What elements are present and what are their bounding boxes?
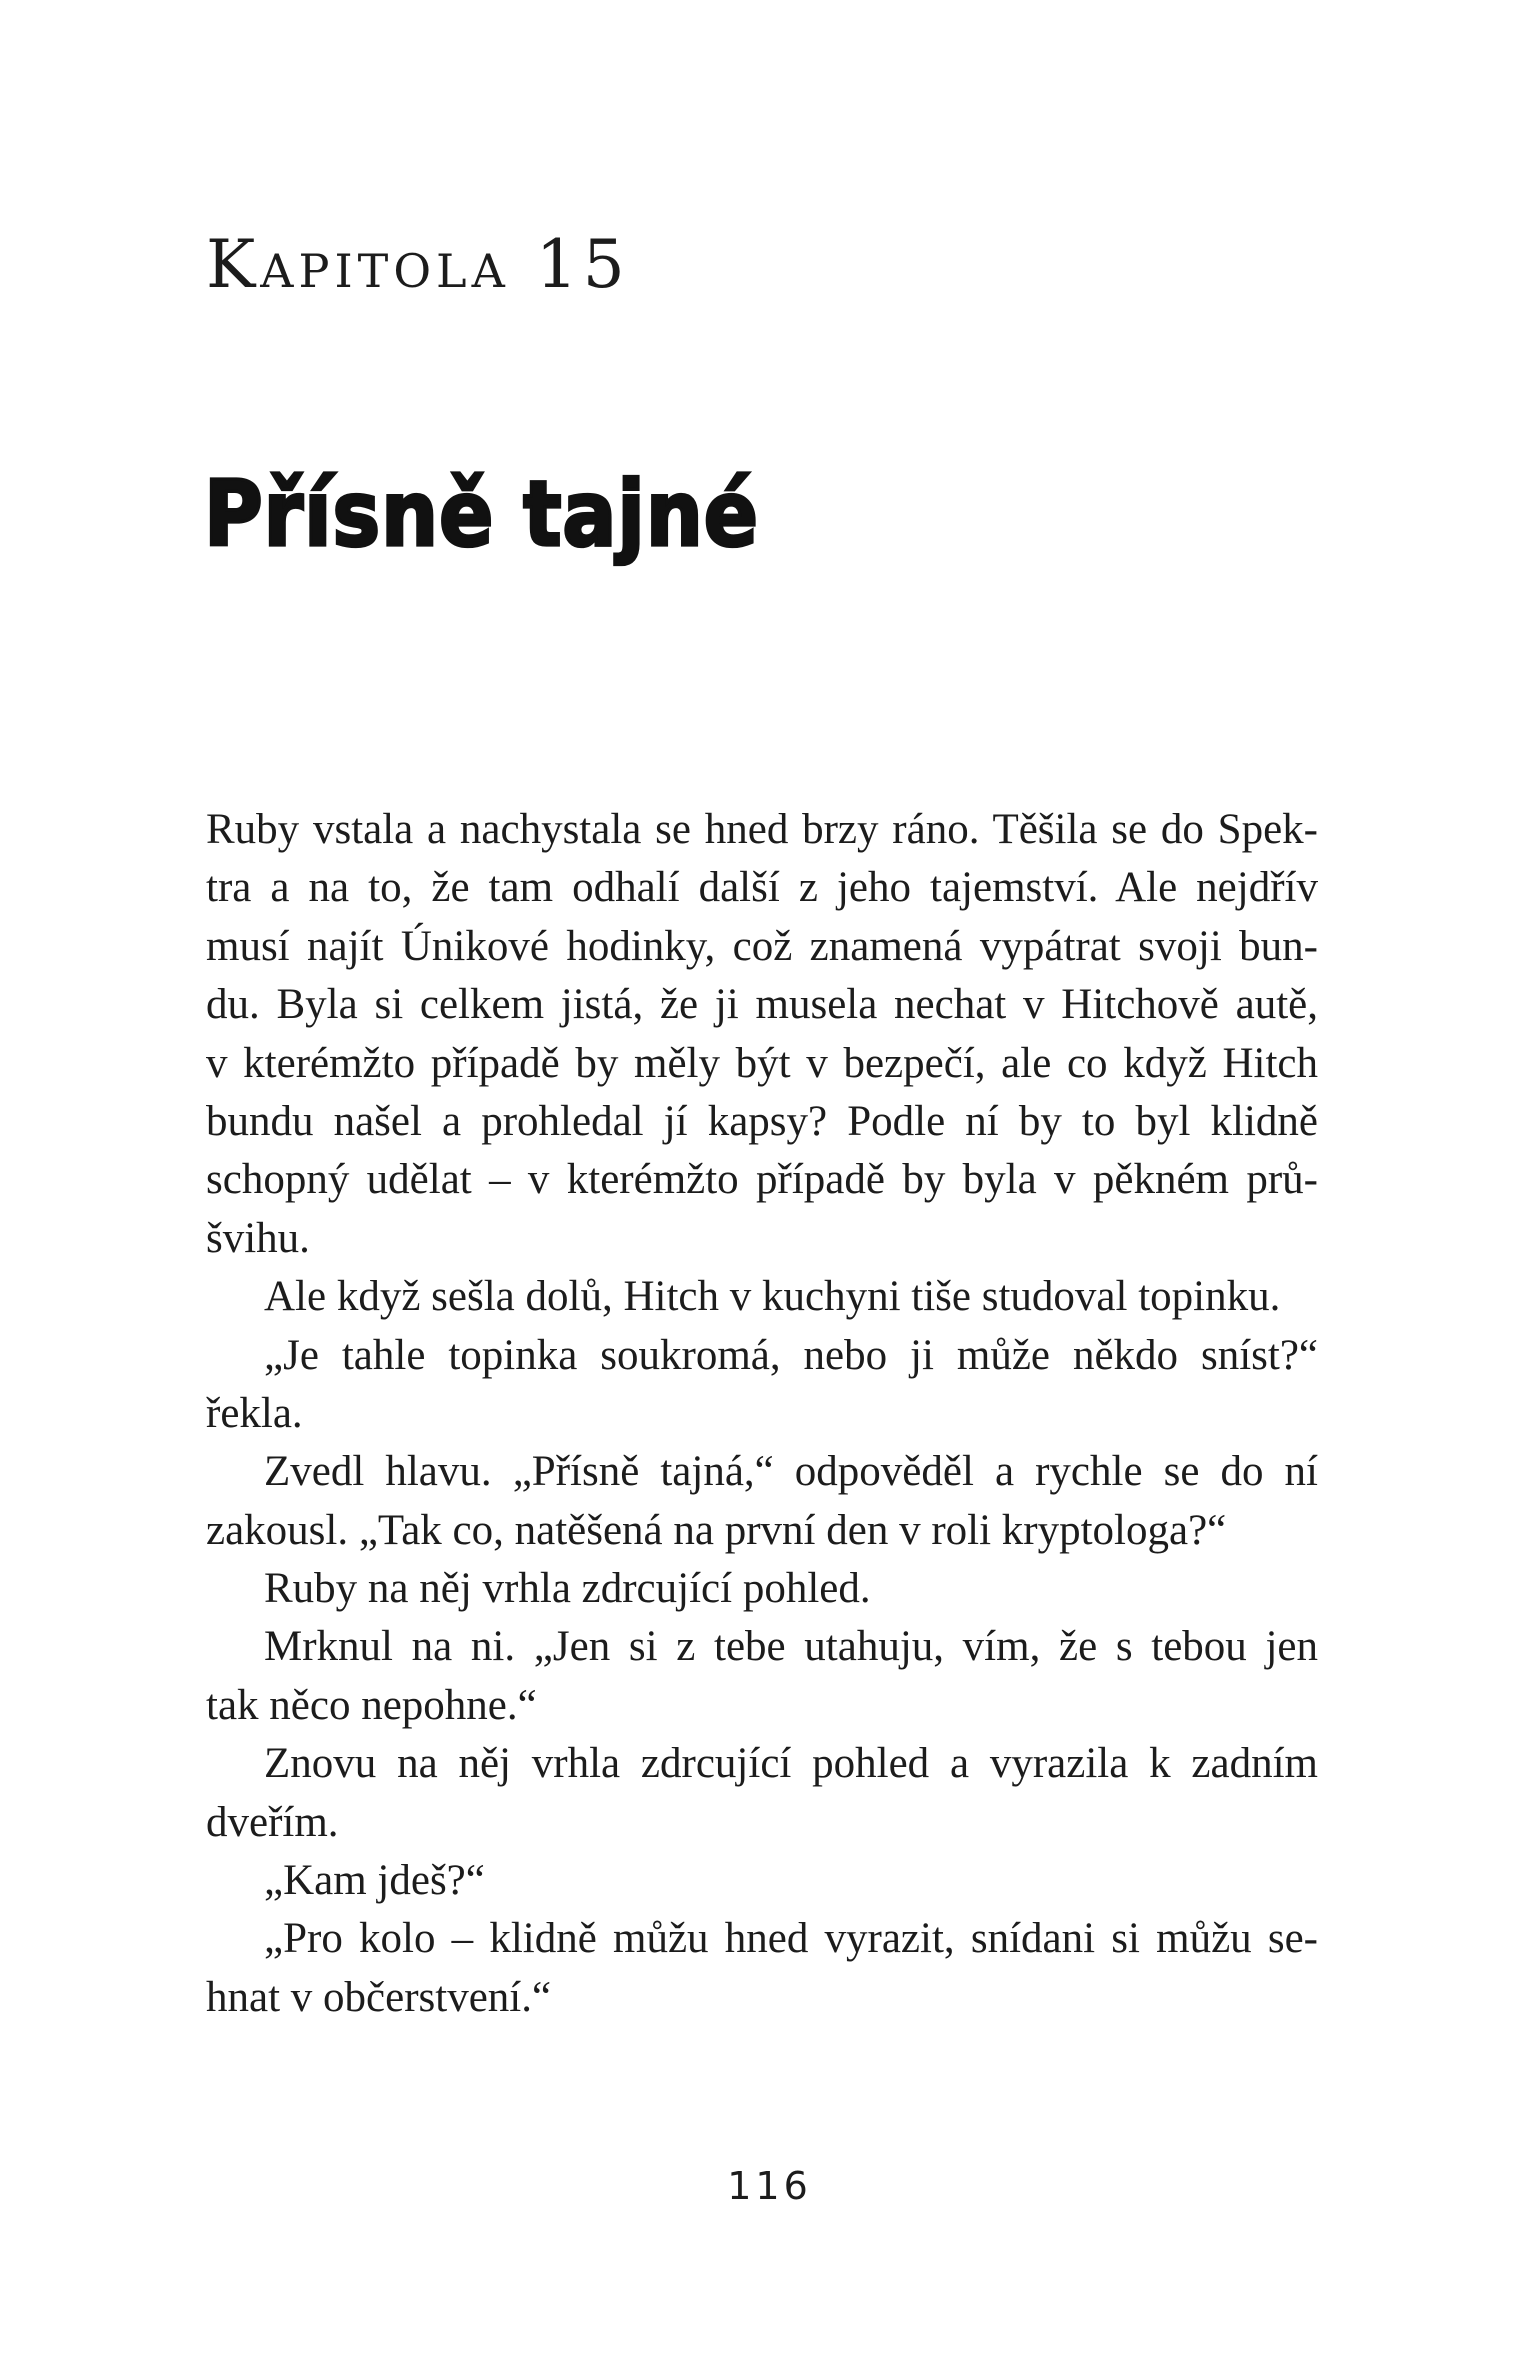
text-line: Zvedl hlavu. „Přísně tajná,“ odpověděl a rychle se do ní <box>264 1448 1318 1496</box>
text-line: schopný udělat – v kterémžto případě by byla v pěkném prů- <box>206 1156 1318 1204</box>
text-line: „Kam jdeš?“ <box>264 1857 485 1905</box>
text-line: řekla. <box>206 1389 303 1437</box>
text-line: tak něco nepohne.“ <box>206 1681 537 1729</box>
text-line: musí najít Únikové hodinky, což znamená vypátrat svoji bun- <box>206 922 1318 970</box>
text-line: du. Byla si celkem jistá, že ji musela nechat v Hitchově autě, <box>206 981 1318 1029</box>
text-line: zakousl. „Tak co, natěšená na první den v roli kryptologa?“ <box>206 1506 1227 1554</box>
text-line: „Pro kolo – klidně můžu hned vyrazit, snídani si můžu se- <box>264 1915 1318 1963</box>
text-line: Mrknul na ni. „Jen si z tebe utahuju, vím, že s tebou jen <box>264 1623 1318 1671</box>
text-line: hnat v občerstvení.“ <box>206 1973 552 2021</box>
text-line: tra a na to, že tam odhalí další z jeho tajemství. Ale nejdřív <box>206 864 1318 912</box>
text-line: dveřím. <box>206 1798 339 1846</box>
text-line: Ruby na něj vrhla zdrcující pohled. <box>264 1565 871 1613</box>
text-line: „Je tahle topinka soukromá, nebo ji může někdo sníst?“ <box>264 1331 1318 1379</box>
text-line: Ruby vstala a nachystala se hned brzy ráno. Těšila se do Spek- <box>206 806 1318 853</box>
text-line: v kterémžto případě by měly být v bezpečí, ale co když Hitch <box>206 1039 1318 1087</box>
text-line: švihu. <box>206 1214 310 1262</box>
text-line: Ale když sešla dolů, Hitch v kuchyni tiše studoval topinku. <box>264 1273 1281 1321</box>
chapter-title: Přísně tajné <box>204 462 760 567</box>
page-number: 116 <box>727 2164 812 2208</box>
body-text <box>206 801 1318 2027</box>
chapter-label: Kapitola 15 <box>206 226 630 303</box>
text-line: bundu našel a prohledal jí kapsy? Podle ní by to byl klidně <box>206 1097 1318 1145</box>
text-line: Znovu na něj vrhla zdrcující pohled a vyrazila k zadním <box>264 1740 1318 1788</box>
